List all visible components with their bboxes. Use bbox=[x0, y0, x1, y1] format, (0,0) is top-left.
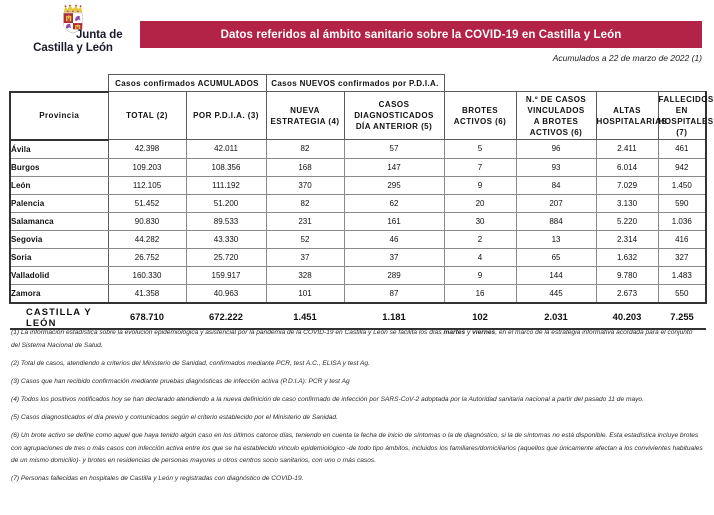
prov-cell: Zamora bbox=[10, 284, 108, 303]
group-header-spacer-2 bbox=[444, 75, 516, 92]
nueva-estrategia-cell: 82 bbox=[266, 140, 344, 159]
totals-altas: 40.203 bbox=[596, 303, 658, 329]
diagnosticados-cell: 161 bbox=[344, 212, 444, 230]
table-row bbox=[10, 266, 706, 284]
col-header-fallecidos bbox=[658, 92, 714, 140]
brotes-cell: 2 bbox=[444, 230, 516, 248]
table-row bbox=[10, 230, 706, 248]
por-pdia-cell: 111.192 bbox=[186, 176, 266, 194]
por-pdia-cell: 51.200 bbox=[186, 194, 266, 212]
vinculados-cell: 93 bbox=[516, 158, 596, 176]
group-header-nuevos: Casos NUEVOS confirmados por P.D.I.A. bbox=[266, 75, 444, 92]
footnote-7: (7) Personas fallecidas en hospitales de Castilla y León y registradas con diagnóstico de COVID-19. bbox=[11, 475, 304, 483]
total-cell: 90.830 bbox=[108, 212, 186, 230]
vinculados-cell: 144 bbox=[516, 266, 596, 284]
vinculados-cell: 445 bbox=[516, 284, 596, 303]
altas-cell: 1.632 bbox=[596, 248, 658, 266]
altas-cell: 9.780 bbox=[596, 266, 658, 284]
totals-vinculados: 2.031 bbox=[516, 303, 596, 329]
total-cell: 44.282 bbox=[108, 230, 186, 248]
col-header-brotes-l1: BROTES bbox=[461, 105, 499, 115]
total-cell: 26.752 bbox=[108, 248, 186, 266]
total-cell: 41.358 bbox=[108, 284, 186, 303]
col-header-fallecidos-l4: (7) bbox=[676, 127, 688, 137]
col-header-por-pdia: POR P.D.I.A. (3) bbox=[186, 92, 266, 140]
col-header-vinculados-l3: A BROTES bbox=[533, 116, 579, 126]
col-header-nueva-estrategia bbox=[266, 92, 344, 140]
fallecidos-cell: 590 bbox=[658, 194, 706, 212]
nueva-estrategia-cell: 52 bbox=[266, 230, 344, 248]
brotes-cell: 9 bbox=[444, 176, 516, 194]
por-pdia-cell: 40.963 bbox=[186, 284, 266, 303]
vinculados-cell: 84 bbox=[516, 176, 596, 194]
col-header-vinculados-l4: ACTIVOS (6) bbox=[529, 127, 583, 137]
prov-cell: Valladolid bbox=[10, 266, 108, 284]
col-header-altas-l1: ALTAS bbox=[613, 105, 641, 115]
altas-cell: 2.673 bbox=[596, 284, 658, 303]
prov-cell: León bbox=[10, 176, 108, 194]
totals-brotes: 102 bbox=[444, 303, 516, 329]
totals-diagnosticados: 1.181 bbox=[344, 303, 444, 329]
nueva-estrategia-cell: 328 bbox=[266, 266, 344, 284]
prov-cell: Segovia bbox=[10, 230, 108, 248]
col-header-altas-hospitalarias bbox=[596, 92, 668, 140]
table-row bbox=[10, 248, 706, 266]
footnote-1 bbox=[11, 327, 703, 352]
diagnosticados-cell: 87 bbox=[344, 284, 444, 303]
group-header-spacer-4 bbox=[596, 75, 658, 92]
prov-cell: Ávila bbox=[10, 140, 108, 159]
totals-row bbox=[10, 303, 706, 329]
por-pdia-cell: 89.533 bbox=[186, 212, 266, 230]
table-row bbox=[10, 140, 706, 159]
total-cell: 109.203 bbox=[108, 158, 186, 176]
prov-cell: Salamanca bbox=[10, 212, 108, 230]
brotes-cell: 30 bbox=[444, 212, 516, 230]
brotes-cell: 20 bbox=[444, 194, 516, 212]
col-header-diagnosticados-l3: DÍA ANTERIOR (5) bbox=[355, 122, 433, 131]
table-footer bbox=[10, 303, 706, 329]
col-header-brotes-activos bbox=[444, 92, 516, 140]
prov-cell: Soria bbox=[10, 248, 108, 266]
group-header-spacer-3 bbox=[516, 75, 596, 92]
por-pdia-cell: 43.330 bbox=[186, 230, 266, 248]
totals-por-pdia: 672.222 bbox=[186, 303, 266, 329]
col-header-brotes-l2: ACTIVOS (6) bbox=[453, 116, 507, 126]
brotes-cell: 4 bbox=[444, 248, 516, 266]
nueva-estrategia-cell: 101 bbox=[266, 284, 344, 303]
footnote-4: (4) Todos los positivos notificados hoy se han declarado atendiendo a la nueva definición de caso confirmado de infección por SARS-CoV-2 adoptada por la Autoridad sanitaria nacional a partir del pasado 11 de mayo. bbox=[11, 395, 644, 403]
col-header-nueva-estrategia-l1: NUEVA bbox=[290, 105, 320, 115]
brotes-cell: 9 bbox=[444, 266, 516, 284]
vinculados-cell: 65 bbox=[516, 248, 596, 266]
por-pdia-cell: 159.917 bbox=[186, 266, 266, 284]
altas-cell: 2.314 bbox=[596, 230, 658, 248]
footnote-3: (3) Casos que han recibido confirmación mediante pruebas diagnósticas de infección activa (P.D.I.A): PCR y test Ag bbox=[11, 377, 350, 385]
fallecidos-cell: 942 bbox=[658, 158, 706, 176]
fallecidos-cell: 1.036 bbox=[658, 212, 706, 230]
table-row bbox=[10, 176, 706, 194]
table-body bbox=[10, 140, 706, 303]
totals-label: CASTILLA Y LEÓN bbox=[10, 303, 108, 329]
fallecidos-cell: 1.450 bbox=[658, 176, 706, 194]
col-header-diagnosticados bbox=[344, 92, 444, 140]
logo-line-castilla-leon: Castilla y León bbox=[33, 42, 113, 54]
footnotes-section bbox=[11, 327, 703, 491]
footnote-6: (6) Un brote activo se define como aquel que haya tenido algún caso en los últimos catorce días, teniendo en cuenta la fecha de inicio de síntomas o la de diagnóstico, si la de síntomas no está disponible. Esta estadística incluye brotes con agrupaciones de tres o más casos con infección activa entre los que se ha establecido vínculo epidemiológico -de todo tipo ámbitos, incluidos los familiares/domiciliarios (aquellos que únicamente afectan a los convivientes habituales de un mismo domicilio)- y brotes en residencias de personas mayores u otros centros socio sanitarios, con uno o más casos. bbox=[11, 432, 703, 465]
total-cell: 51.452 bbox=[108, 194, 186, 212]
prov-cell: Burgos bbox=[10, 158, 108, 176]
diagnosticados-cell: 289 bbox=[344, 266, 444, 284]
covid-data-table-wrapper bbox=[9, 74, 714, 330]
table-row bbox=[10, 284, 706, 303]
altas-cell: 7.029 bbox=[596, 176, 658, 194]
table-row bbox=[10, 158, 706, 176]
title-banner bbox=[140, 21, 702, 48]
fallecidos-cell: 1.483 bbox=[658, 266, 706, 284]
totals-total: 678.710 bbox=[108, 303, 186, 329]
group-header-spacer bbox=[10, 75, 108, 92]
totals-nueva-estrategia: 1.451 bbox=[266, 303, 344, 329]
por-pdia-cell: 42.011 bbox=[186, 140, 266, 159]
group-header-acumulados: Casos confirmados ACUMULADOS bbox=[108, 75, 266, 92]
col-header-total: TOTAL (2) bbox=[108, 92, 186, 140]
footnote-5: (5) Casos diagnosticados el día previo y comunicados según el criterio establecido por el Ministerio de Sanidad. bbox=[11, 413, 338, 421]
vinculados-cell: 884 bbox=[516, 212, 596, 230]
footnote-1-part-c: y bbox=[465, 329, 473, 336]
nueva-estrategia-cell: 168 bbox=[266, 158, 344, 176]
nueva-estrategia-cell: 82 bbox=[266, 194, 344, 212]
total-cell: 160.330 bbox=[108, 266, 186, 284]
brotes-cell: 5 bbox=[444, 140, 516, 159]
vinculados-cell: 96 bbox=[516, 140, 596, 159]
por-pdia-cell: 25.720 bbox=[186, 248, 266, 266]
fallecidos-cell: 416 bbox=[658, 230, 706, 248]
col-header-vinculados-l1: N.º DE CASOS bbox=[525, 94, 587, 104]
fallecidos-cell: 327 bbox=[658, 248, 706, 266]
diagnosticados-cell: 62 bbox=[344, 194, 444, 212]
brotes-cell: 16 bbox=[444, 284, 516, 303]
footnote-1-part-a: (1) La información estadística sobre la evolución epidemiológica y asistencial por la pandemia de la COVID-19 en Castilla y León se facilita los días bbox=[11, 329, 444, 336]
footnote-1-viernes: viernes bbox=[472, 329, 496, 336]
col-header-fallecidos-l3: HOSPITALES bbox=[658, 116, 714, 126]
junta-logo bbox=[14, 4, 132, 54]
table-row bbox=[10, 212, 706, 230]
footnote-1-part-e: , en el marco de la estrategia informativa acordada para el conjunto del Sistema Nacional de Salud. bbox=[11, 329, 693, 349]
col-header-diagnosticados-l2: DIAGNOSTICADOS bbox=[354, 111, 434, 120]
accumulated-date-note: Acumulados a 22 de marzo de 2022 (1) bbox=[552, 53, 702, 63]
col-header-fallecidos-l1: FALLECIDOS bbox=[658, 94, 714, 104]
group-header-spacer-5 bbox=[658, 75, 706, 92]
col-header-nueva-estrategia-l2: ESTRATEGIA (4) bbox=[270, 116, 340, 126]
col-header-provincia: Provincia bbox=[10, 92, 108, 140]
footnote-2: (2) Total de casos, atendiendo a criterios del Ministerio de Sanidad, confirmados mediante PCR, test A.C., ELISA y test Ag. bbox=[11, 359, 370, 367]
total-cell: 112.105 bbox=[108, 176, 186, 194]
page-header bbox=[0, 0, 714, 62]
table-group-header-row bbox=[10, 75, 706, 92]
diagnosticados-cell: 37 bbox=[344, 248, 444, 266]
brotes-cell: 7 bbox=[444, 158, 516, 176]
col-header-diagnosticados-l1: CASOS bbox=[378, 100, 410, 109]
nueva-estrategia-cell: 37 bbox=[266, 248, 344, 266]
altas-cell: 5.220 bbox=[596, 212, 658, 230]
diagnosticados-cell: 46 bbox=[344, 230, 444, 248]
col-header-altas-l2: HOSPITALARIAS bbox=[596, 116, 668, 126]
nueva-estrategia-cell: 231 bbox=[266, 212, 344, 230]
footnote-1-martes: martes bbox=[443, 329, 466, 336]
altas-cell: 6.014 bbox=[596, 158, 658, 176]
totals-fallecidos: 7.255 bbox=[658, 303, 706, 329]
vinculados-cell: 13 bbox=[516, 230, 596, 248]
table-header-row bbox=[10, 92, 706, 140]
covid-data-table bbox=[9, 74, 714, 330]
fallecidos-cell: 550 bbox=[658, 284, 706, 303]
por-pdia-cell: 108.356 bbox=[186, 158, 266, 176]
fallecidos-cell: 461 bbox=[658, 140, 706, 159]
diagnosticados-cell: 57 bbox=[344, 140, 444, 159]
vinculados-cell: 207 bbox=[516, 194, 596, 212]
col-header-fallecidos-l2: EN bbox=[675, 105, 688, 115]
diagnosticados-cell: 295 bbox=[344, 176, 444, 194]
total-cell: 42.398 bbox=[108, 140, 186, 159]
table-row bbox=[10, 194, 706, 212]
col-header-vinculados-l2: VINCULADOS bbox=[527, 105, 585, 115]
diagnosticados-cell: 147 bbox=[344, 158, 444, 176]
nueva-estrategia-cell: 370 bbox=[266, 176, 344, 194]
altas-cell: 2.411 bbox=[596, 140, 658, 159]
logo-line-junta: Junta de bbox=[76, 29, 123, 41]
col-header-vinculados bbox=[516, 92, 596, 140]
page-title: Datos referidos al ámbito sanitario sobre la COVID-19 en Castilla y León bbox=[220, 28, 622, 41]
prov-cell: Palencia bbox=[10, 194, 108, 212]
altas-cell: 3.130 bbox=[596, 194, 658, 212]
